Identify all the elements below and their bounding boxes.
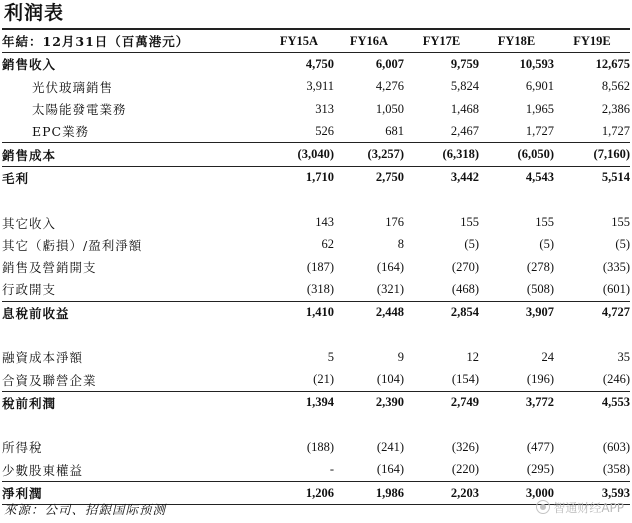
- cell: (278): [526, 259, 554, 274]
- spacer-row: [2, 189, 630, 211]
- cell: 5,514: [601, 170, 630, 185]
- cell: 5: [327, 349, 334, 364]
- cell: 4,727: [601, 305, 630, 320]
- cell: 155: [460, 215, 479, 230]
- cell: (321): [334, 278, 404, 301]
- table-row: [2, 368, 630, 391]
- cell: (188): [306, 439, 334, 454]
- cell: 3,911: [306, 79, 334, 94]
- cell: 24: [541, 349, 554, 364]
- table-row: [2, 256, 630, 278]
- cell: 4,750: [305, 56, 334, 71]
- cell: (154): [404, 368, 479, 391]
- cell: -: [264, 459, 334, 482]
- cell: (601): [554, 278, 630, 301]
- cell: 2,390: [375, 395, 404, 410]
- cell: 12,675: [595, 56, 630, 71]
- cell: 6,007: [375, 56, 404, 71]
- table-row: [2, 459, 630, 482]
- cell: 4,276: [375, 79, 404, 94]
- cell: 3,000: [479, 481, 554, 504]
- table-row: [2, 120, 630, 143]
- year-header: FY18E: [479, 30, 554, 53]
- cell: (196): [479, 368, 554, 391]
- watermark-logo-icon: [536, 500, 550, 514]
- row-label: 毛利: [2, 170, 30, 186]
- cell: (164): [334, 459, 404, 482]
- table-row: [2, 301, 630, 324]
- cell: (6,050): [479, 143, 554, 166]
- row-label: 太陽能發電業務: [32, 102, 127, 118]
- row-label: 其它收入: [2, 215, 57, 231]
- cell: 2,854: [450, 305, 479, 320]
- cell: (603): [602, 439, 630, 454]
- cell: 3,772: [525, 395, 554, 410]
- cell: 313: [315, 101, 334, 116]
- row-label: 行政開支: [2, 278, 264, 301]
- cell: (104): [334, 368, 404, 391]
- cell: (358): [554, 459, 630, 482]
- table-row: [2, 166, 630, 189]
- cell: 2,467: [404, 120, 479, 143]
- cell: 1,986: [334, 481, 404, 504]
- cell: 526: [264, 120, 334, 143]
- table-row: [2, 211, 630, 233]
- cell: (5): [615, 237, 630, 252]
- row-label: EPC業務: [2, 120, 264, 143]
- cell: 2,386: [601, 101, 630, 116]
- row-label: 合資及聯營企業: [2, 368, 264, 391]
- cell: 10,593: [519, 56, 554, 71]
- cell: 8,562: [601, 79, 630, 94]
- cell: 5,824: [450, 79, 479, 94]
- cell: 3,442: [450, 170, 479, 185]
- spacer-row: [2, 324, 630, 346]
- cell: 176: [385, 215, 404, 230]
- cell: 9,759: [450, 56, 479, 71]
- cell: 2,750: [375, 170, 404, 185]
- row-label: 銷售收入: [2, 57, 57, 73]
- cell: 3,593: [554, 481, 630, 504]
- cell: 1,394: [305, 395, 334, 410]
- table-row: [2, 346, 630, 368]
- cell: 1,727: [479, 120, 554, 143]
- cell: (335): [602, 259, 630, 274]
- table-row: [2, 76, 630, 98]
- source-note: 來源：公司、招銀国际预测: [4, 502, 167, 517]
- watermark-text: 智通财经APP: [553, 501, 624, 515]
- row-label: 所得稅: [2, 440, 43, 456]
- cell: (7,160): [554, 143, 630, 166]
- cell: 1,050: [375, 101, 404, 116]
- cell: 8: [397, 237, 404, 252]
- year-header: FY16A: [334, 30, 404, 53]
- cell: (5): [539, 237, 554, 252]
- cell: (6,318): [404, 143, 479, 166]
- row-label: 光伏玻璃銷售: [32, 79, 114, 95]
- cell: (3,040): [264, 143, 334, 166]
- cell: (326): [451, 439, 479, 454]
- cell: (21): [264, 368, 334, 391]
- table-row: [2, 278, 630, 301]
- cell: (187): [306, 259, 334, 274]
- cell: 1,468: [450, 101, 479, 116]
- cell: (477): [526, 439, 554, 454]
- cell: (295): [479, 459, 554, 482]
- cell: 1,410: [305, 305, 334, 320]
- income-statement-table: [2, 30, 630, 505]
- watermark: [536, 499, 624, 516]
- cell: 6,901: [525, 79, 554, 94]
- row-label: 息稅前收益: [2, 305, 70, 321]
- cell: 155: [611, 215, 630, 230]
- cell: (318): [264, 278, 334, 301]
- table-row: [2, 98, 630, 120]
- cell: 3,907: [525, 305, 554, 320]
- cell: (270): [451, 259, 479, 274]
- cell: 4,553: [601, 395, 630, 410]
- table-row: [2, 436, 630, 458]
- header-label: 年結：12月31日（百萬港元）: [2, 30, 264, 53]
- table-row: [2, 234, 630, 256]
- cell: (5): [464, 237, 479, 252]
- cell: (508): [479, 278, 554, 301]
- year-header: FY19E: [554, 30, 630, 53]
- cell: 681: [334, 120, 404, 143]
- cell: 2,749: [450, 395, 479, 410]
- row-label: 融資成本淨額: [2, 350, 84, 366]
- year-header: FY17E: [404, 30, 479, 53]
- statement-title: 利润表: [4, 2, 65, 24]
- cell: 2,203: [404, 481, 479, 504]
- cell: (246): [554, 368, 630, 391]
- table-row: [2, 143, 630, 166]
- header-row: [2, 30, 630, 53]
- cell: 1,965: [525, 101, 554, 116]
- cell: 1,727: [554, 120, 630, 143]
- cell: 35: [617, 349, 630, 364]
- row-label: 銷售及營銷開支: [2, 260, 97, 276]
- cell: (3,257): [334, 143, 404, 166]
- cell: 155: [535, 215, 554, 230]
- cell: 62: [321, 237, 334, 252]
- cell: 4,543: [525, 170, 554, 185]
- year-header: FY15A: [264, 30, 334, 53]
- cell: (241): [376, 439, 404, 454]
- spacer-row: [2, 414, 630, 436]
- row-label: 其它（虧損）/盈利淨額: [2, 237, 143, 253]
- cell: 1,206: [264, 481, 334, 504]
- cell: 12: [466, 349, 479, 364]
- row-label: 稅前利潤: [2, 395, 57, 411]
- cell: 1,710: [305, 170, 334, 185]
- cell: (164): [376, 259, 404, 274]
- row-label: 淨利潤: [2, 481, 264, 504]
- cell: 2,448: [375, 305, 404, 320]
- cell: 143: [315, 215, 334, 230]
- cell: (468): [404, 278, 479, 301]
- cell: (220): [404, 459, 479, 482]
- row-label: 少數股東權益: [2, 459, 264, 482]
- table-row: [2, 53, 630, 76]
- row-label: 銷售成本: [2, 143, 264, 166]
- cell: 9: [397, 349, 404, 364]
- table-row: [2, 391, 630, 414]
